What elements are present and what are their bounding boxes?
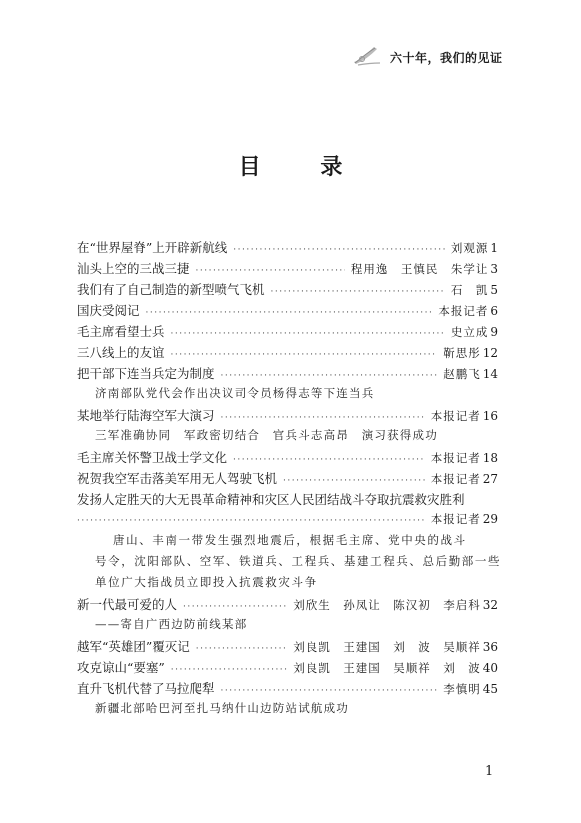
toc-entry[interactable]: [77, 406, 498, 427]
toc-entry[interactable]: [77, 658, 498, 679]
leader-dots: [171, 665, 287, 675]
toc-entry-title: 直升飞机代替了马拉爬犁: [77, 681, 215, 696]
leader-dots: [183, 602, 287, 612]
running-header-text: 六十年，我们的见证: [390, 50, 503, 65]
toc-entry-page: 45: [482, 682, 498, 696]
toc-entry[interactable]: [77, 469, 498, 490]
leader-dots: [77, 516, 425, 526]
leader-dots: [271, 287, 445, 297]
toc-entry-author: 本报记者: [430, 512, 481, 526]
toc-entry-page: 40: [482, 661, 498, 675]
toc-entry-subtitle: 单位广大指战员立即投入抗震救灾斗争: [95, 575, 318, 589]
toc-entry-author: 李慎明: [443, 682, 481, 696]
pen-icon: [352, 44, 382, 70]
leader-dots: [221, 413, 425, 423]
toc-entry-author: 赵鹏飞: [443, 367, 481, 381]
toc-entry[interactable]: [77, 322, 498, 343]
toc-entry-title: 发扬人定胜天的大无畏革命精神和灾区人民团结战斗夺取抗震救灾胜利: [77, 492, 465, 507]
toc-entry[interactable]: [77, 637, 498, 658]
toc-entry-author: 石 凯: [450, 283, 489, 297]
toc-entry-page: 16: [482, 409, 498, 423]
leader-dots: [221, 686, 438, 696]
toc-entry-page: 14: [482, 367, 498, 381]
toc-entry-author: 刘欣生 孙凤让 陈汉初 李启科: [293, 598, 481, 612]
toc-entry-page: 29: [482, 512, 498, 526]
toc-entry[interactable]: [77, 301, 498, 322]
page-number: 1: [485, 764, 494, 779]
toc-entry-subtitle: 三军准确协同 军政密切结合 官兵斗志高昂 演习获得成功: [95, 428, 438, 442]
toc-entry-continuation[interactable]: [77, 511, 498, 532]
toc-entry-title: 毛主席关怀警卫战士学文化: [77, 450, 228, 465]
leader-dots: [221, 371, 438, 381]
leader-dots: [171, 350, 438, 360]
toc-entry-title: 越军“英雄团”覆灭记: [77, 639, 190, 654]
toc-entry[interactable]: [77, 448, 498, 469]
toc-entry-title: 我们有了自己制造的新型喷气飞机: [77, 282, 265, 297]
toc-entry-page: 9: [490, 325, 498, 339]
toc-entry-author: 靳思彤: [443, 346, 481, 360]
toc-entry-title: 汕头上空的三战三捷: [77, 261, 190, 276]
toc-entry[interactable]: [77, 238, 498, 259]
toc-entry-subtitle: 号令，沈阳部队、空军、铁道兵、工程兵、基建工程兵、总后勤部一些: [95, 554, 502, 568]
toc-entry-title: 把干部下连当兵定为制度: [77, 366, 215, 381]
toc-entry-page: 27: [482, 472, 498, 486]
page-title: 目 录: [238, 154, 369, 180]
toc-entry-page: 6: [490, 304, 498, 318]
leader-dots: [196, 266, 345, 276]
toc-entry-author: 本报记者: [430, 451, 481, 465]
toc-entry-title: 攻克谅山“要塞”: [77, 660, 165, 675]
toc-entry-title: 国庆受阅记: [77, 303, 140, 318]
toc-entry-page: 36: [482, 640, 498, 654]
toc-entry-title: 毛主席看望士兵: [77, 324, 165, 339]
table-of-contents: [77, 238, 502, 721]
toc-entry-author: 刘观源: [450, 241, 489, 255]
leader-dots: [196, 644, 287, 654]
toc-entry-subtitle: ——寄自广西边防前线某部: [95, 617, 248, 631]
toc-entry-title: 在“世界屋脊”上开辟新航线: [77, 240, 228, 255]
toc-entry-author: 本报记者: [430, 409, 481, 423]
toc-entry-author: 刘良凯 王建国 吴顺祥 刘 波: [293, 661, 481, 675]
toc-entry-subtitle: 济南部队党代会作出决议司令员杨得志等下连当兵: [95, 386, 375, 400]
leader-dots: [283, 476, 425, 486]
toc-entry-author: 史立成: [450, 325, 489, 339]
leader-dots: [146, 308, 433, 318]
running-header: [352, 44, 503, 70]
toc-entry-author: 程用逸 王慎民 朱学让: [350, 262, 489, 276]
toc-entry[interactable]: [77, 343, 498, 364]
toc-entry-page: 1: [490, 241, 498, 255]
toc-entry-title: 三八线上的友谊: [77, 345, 165, 360]
leader-dots: [233, 245, 445, 255]
toc-entry-page: 12: [482, 346, 498, 360]
toc-entry[interactable]: [77, 259, 498, 280]
leader-dots: [171, 329, 445, 339]
toc-entry-page: 32: [482, 598, 498, 612]
toc-entry[interactable]: [77, 280, 498, 301]
toc-entry-title: 新一代最可爱的人: [77, 597, 178, 612]
toc-entry[interactable]: [77, 595, 498, 616]
toc-entry[interactable]: [77, 490, 498, 511]
toc-entry[interactable]: [77, 679, 498, 700]
leader-dots: [233, 455, 425, 465]
toc-entry-author: 刘良凯 王建国 刘 波 吴顺祥: [293, 640, 481, 654]
toc-entry-title: 祝贺我空军击落美军用无人驾驶飞机: [77, 471, 278, 486]
toc-entry-page: 5: [490, 283, 498, 297]
toc-entry-author: 本报记者: [430, 472, 481, 486]
toc-entry-page: 3: [490, 262, 498, 276]
toc-entry-title: 某地举行陆海空军大演习: [77, 408, 215, 423]
toc-entry-page: 18: [482, 451, 498, 465]
toc-entry-subtitle: 唐山、丰南一带发生强烈地震后，根据毛主席、党中央的战斗: [113, 533, 467, 547]
toc-entry-subtitle: 新疆北部哈巴河至扎马纳什山边防站试航成功: [95, 701, 349, 715]
toc-entry[interactable]: [77, 364, 498, 385]
toc-entry-author: 本报记者: [438, 304, 489, 318]
